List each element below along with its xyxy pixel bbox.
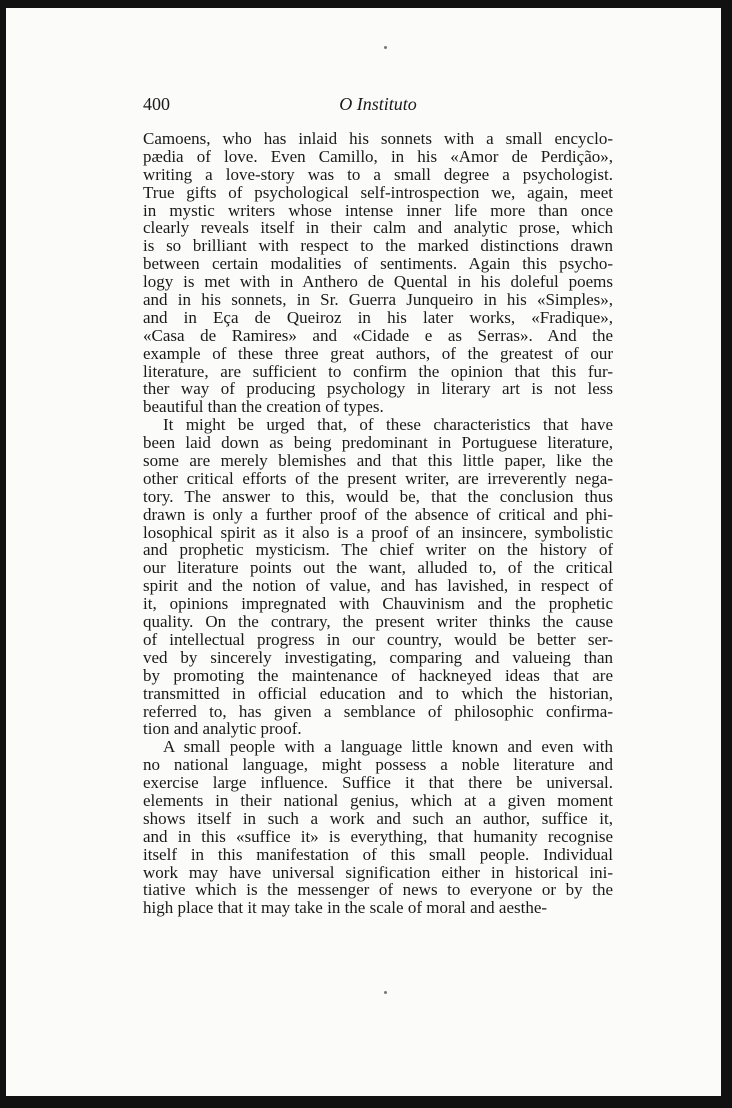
text-line: logy is met with in Anthero de Quental in his doleful poems — [143, 272, 613, 292]
text-line: transmitted in official education and to which the historian, — [143, 683, 613, 703]
text-line: shows itself in such a work and such an author, suffice it, — [143, 808, 613, 828]
text-line: losophical spirit as it also is a proof of an insincere, symbolistic — [143, 522, 613, 542]
text-line: A small people with a language little known and even with — [163, 737, 613, 757]
text-line: writing a love-story was to a small degree a psychologist. — [143, 164, 613, 184]
text-line: been laid down as being predominant in Portuguese literature, — [143, 433, 613, 453]
paragraph — [143, 130, 613, 416]
text-line: our literature points out the want, alluded to, of the critical — [143, 558, 613, 578]
dust-speck — [384, 991, 387, 994]
text-line: beautiful than the creation of types. — [143, 397, 384, 417]
text-line: by promoting the maintenance of hackneyed ideas that are — [143, 665, 613, 685]
text-line: and prophetic mysticism. The chief writer on the history of — [143, 540, 613, 560]
text-line: literature, are sufficient to confirm the opinion that this fur- — [143, 361, 613, 381]
running-title: O Instituto — [339, 94, 417, 114]
text-line: True gifts of psychological self-introspection we, again, meet — [143, 182, 613, 202]
text-line: of intellectual progress in our country, would be better ser- — [143, 629, 613, 649]
text-line: example of these three great authors, of the greatest of our — [143, 343, 613, 363]
text-line: ther way of producing psychology in literary art is not less — [143, 379, 613, 399]
text-line: Camoens, who has inlaid his sonnets with a small encyclo- — [143, 129, 613, 148]
text-line: referred to, has given a semblance of philosophic confirma- — [143, 701, 613, 721]
paragraph — [143, 738, 613, 917]
text-line: spirit and the notion of value, and has lavished, in respect of — [143, 576, 613, 596]
text-line: tion and analytic proof. — [143, 719, 302, 739]
text-line: other critical efforts of the present writer, are irreverently nega- — [143, 468, 613, 488]
text-line: high place that it may take in the scale of moral and aesthe- — [143, 898, 548, 918]
text-line: and in Eça de Queiroz in his later works, «Fradique», — [143, 307, 613, 327]
body-text — [143, 130, 613, 917]
text-line: clearly reveals itself in their calm and analytic prose, which — [143, 218, 613, 238]
dust-speck — [384, 46, 387, 49]
text-line: no national language, might possess a noble literature and — [143, 755, 613, 775]
text-line: itself in this manifestation of this small people. Individual — [143, 844, 613, 864]
text-line: ved by sincerely investigating, comparing and valueing than — [143, 647, 613, 667]
paragraph — [143, 416, 613, 738]
text-line: quality. On the contrary, the present writer thinks the cause — [143, 612, 613, 632]
page-number: 400 — [143, 94, 170, 114]
text-line: and in this «suffice it» is everything, that humanity recognise — [143, 826, 613, 846]
text-line: in mystic writers whose intense inner life more than once — [143, 200, 613, 220]
text-line: work may have universal signification either in historical ini- — [143, 862, 613, 882]
text-line: exercise large influence. Suffice it that there be universal. — [143, 773, 613, 793]
text-line: tiative which is the messenger of news to everyone or by the — [143, 880, 613, 900]
text-line: between certain modalities of sentiments. Again this psycho- — [143, 254, 613, 274]
text-line: some are merely blemishes and that this little paper, like the — [143, 451, 613, 471]
text-line: it, opinions impregnated with Chauvinism and the prophetic — [143, 594, 613, 614]
text-line: pædia of love. Even Camillo, in his «Amor de Perdição», — [143, 146, 613, 166]
text-line: and in his sonnets, in Sr. Guerra Junqueiro in his «Simples», — [143, 290, 613, 310]
text-line: drawn is only a further proof of the absence of critical and phi- — [143, 504, 613, 524]
text-line: is so brilliant with respect to the marked distinctions drawn — [143, 236, 613, 256]
text-line: It might be urged that, of these characteristics that have — [163, 415, 613, 435]
page-header — [143, 94, 613, 118]
text-line: «Casa de Ramires» and «Cidade e as Serras». And the — [143, 325, 613, 345]
text-line: tory. The answer to this, would be, that the conclusion thus — [143, 486, 613, 506]
text-line: elements in their national genius, which at a given moment — [143, 790, 613, 810]
